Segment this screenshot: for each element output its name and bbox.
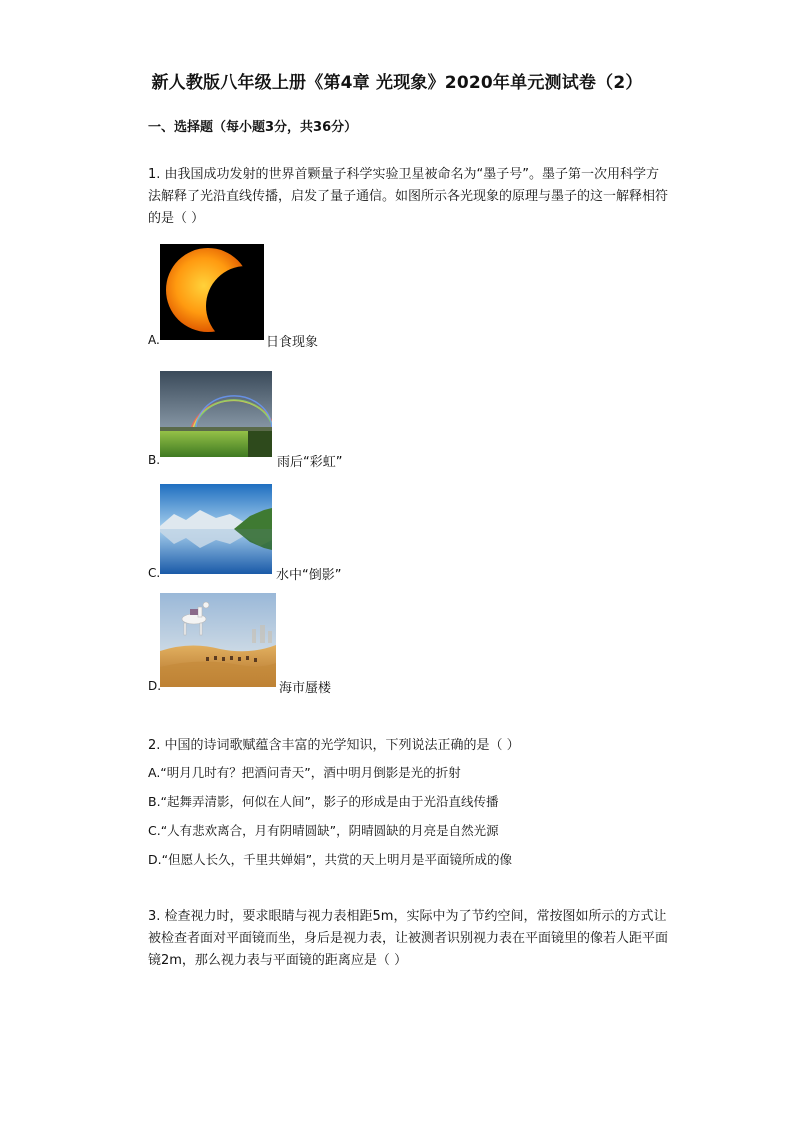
option-b-label: B. <box>148 453 161 467</box>
option-c-text: 水中“倒影” <box>276 568 342 583</box>
question-2-option-c: C.“人有悲欢离合，月有阴晴圆缺”，阴晴圆缺的月亮是自然光源 <box>148 823 499 838</box>
question-2-stem: 2. 中国的诗词歌赋蕴含丰富的光学知识，下列说法正确的是（ ） <box>148 738 520 753</box>
question-1-stem: 1. 由我国成功发射的世界首颗量子科学实验卫星被命名为“墨子号”。墨子第一次用科学方法解释了光沿直线传播，启发了量子通信。如图所示各光现象的原理与墨子的这一解释相符的是（ ） <box>148 167 669 226</box>
section-heading: 一、选择题（每小题3分，共36分） <box>148 120 358 135</box>
exam-title: 新人教版八年级上册《第4章 光现象》2020年单元测试卷（2） <box>151 73 643 93</box>
rainbow-image <box>160 371 272 457</box>
solar-eclipse-image <box>160 244 264 340</box>
option-a-text: 日食现象 <box>266 335 319 350</box>
question-2-option-b: B.“起舞弄清影，何似在人间”，影子的形成是由于光沿直线传播 <box>148 794 499 809</box>
question-2-option-d: D.“但愿人长久，千里共婵娟”，共赏的天上明月是平面镜所成的像 <box>148 852 513 867</box>
lake-reflection-image <box>160 484 272 574</box>
option-a-label: A. <box>148 333 160 347</box>
desert-mirage-image <box>160 593 276 687</box>
question-3-stem: 3. 检查视力时，要求眼睛与视力表相距5m，实际中为了节约空间，常按图如所示的方式让被检查者面对平面镜而坐，身后是视力表，让被测者识别视力表在平面镜里的像若人距平面镜2m，那么视力表与平面镜的距离应是（ ） <box>148 909 669 968</box>
option-d-label: D. <box>148 679 162 693</box>
option-d-text: 海市蜃楼 <box>279 681 332 696</box>
question-2-option-a: A.“明月几时有？把酒问青天”，酒中明月倒影是光的折射 <box>148 765 461 780</box>
option-b-text: 雨后“彩虹” <box>277 455 343 470</box>
option-c-label: C. <box>148 566 161 580</box>
